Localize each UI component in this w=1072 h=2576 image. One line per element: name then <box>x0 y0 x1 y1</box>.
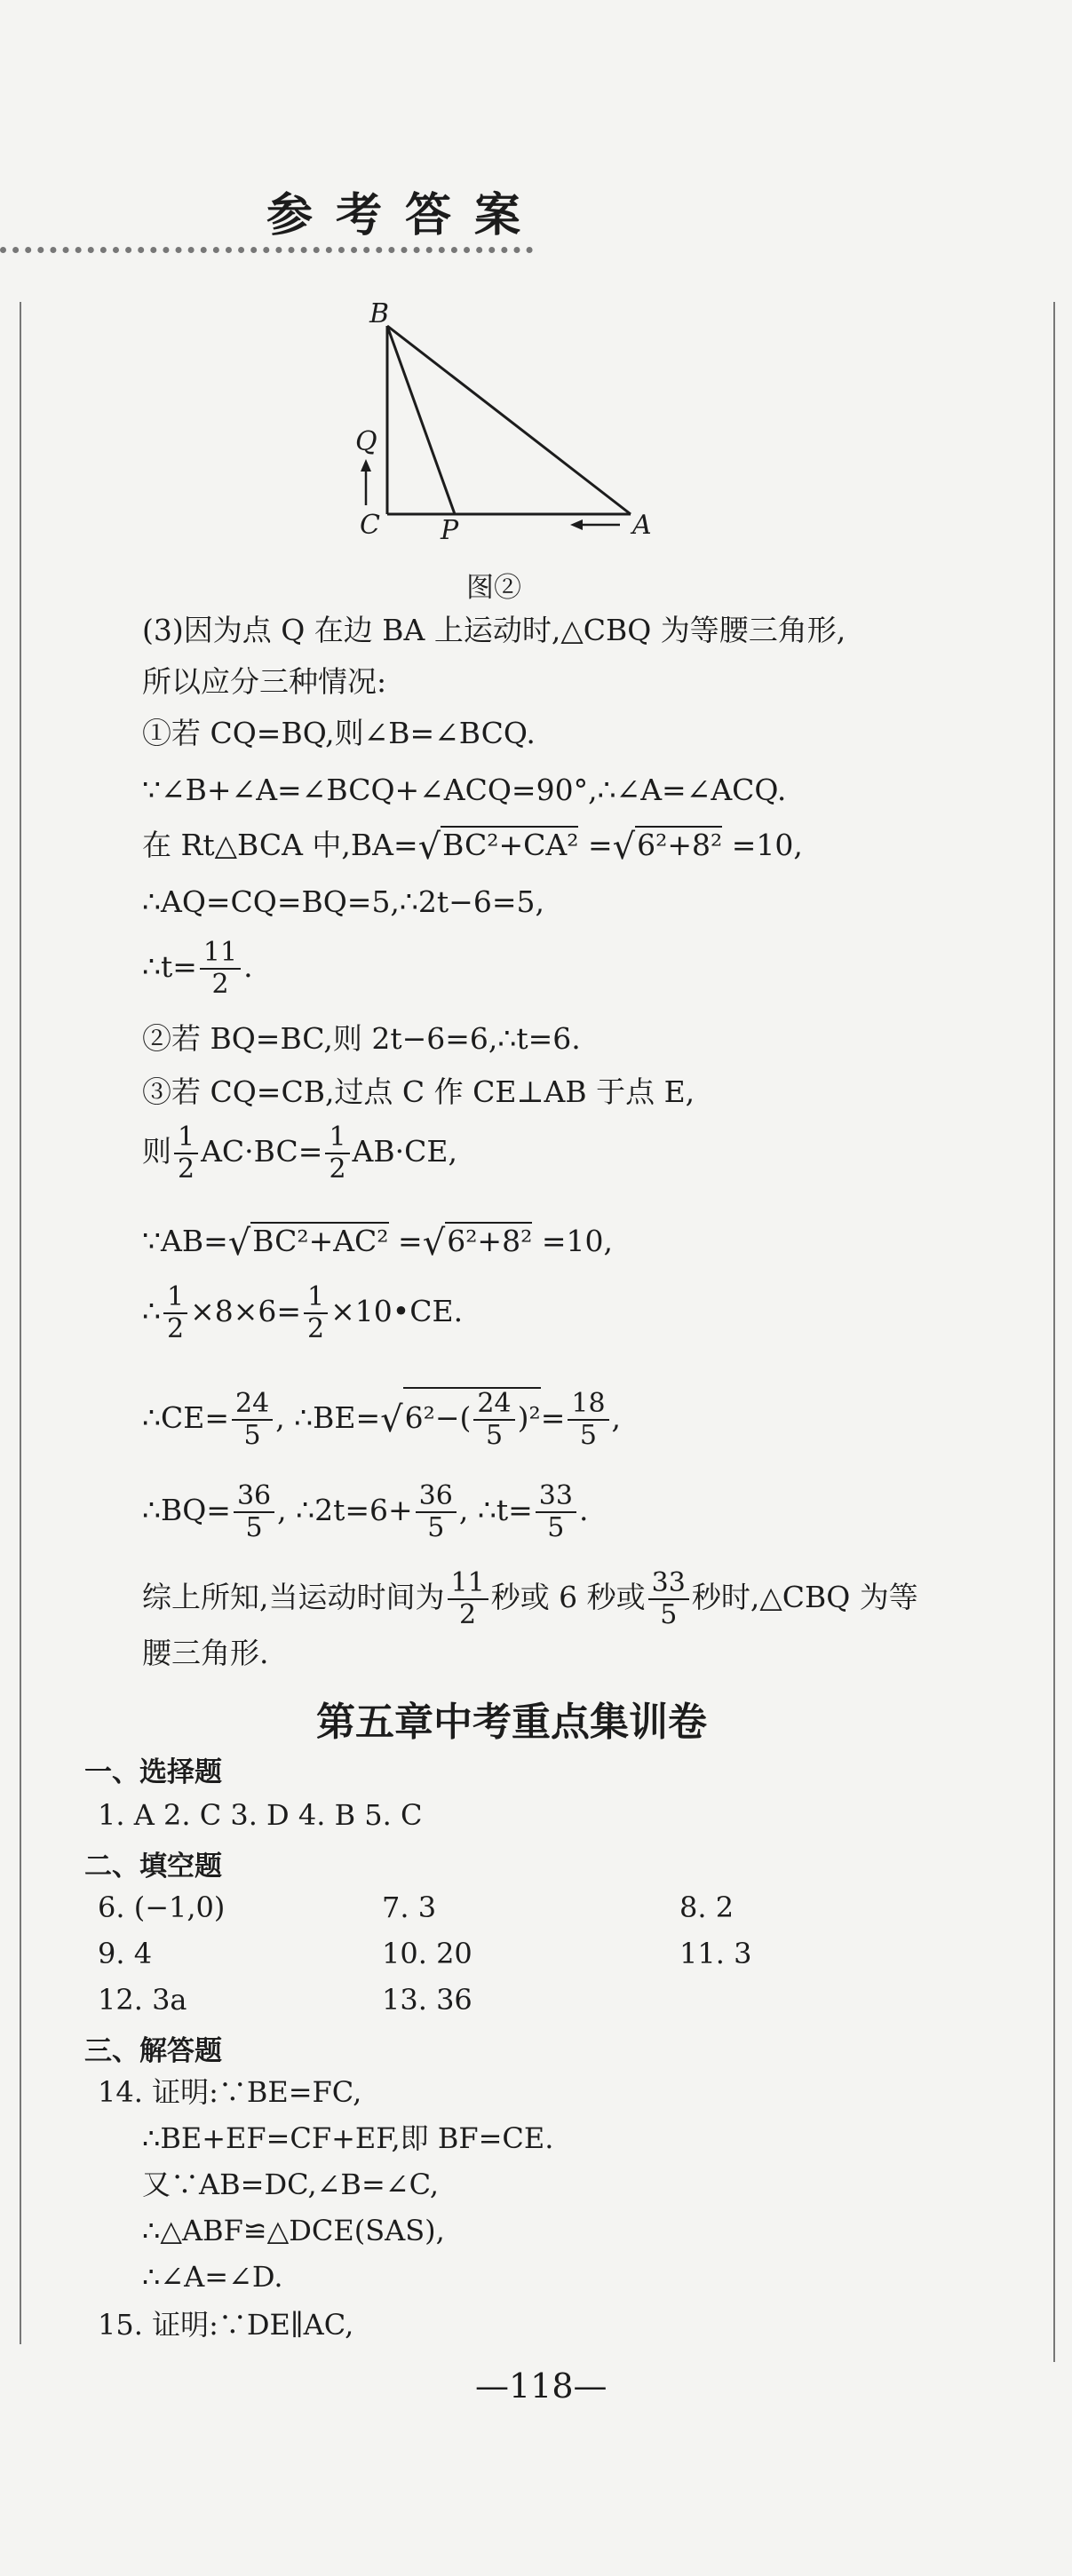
numerator: 1 <box>325 1122 349 1154</box>
fraction <box>174 1122 198 1185</box>
text: 则 <box>142 1134 171 1169</box>
numerator: 33 <box>648 1568 689 1600</box>
numerator: 18 <box>568 1389 608 1421</box>
section-heading: 一、选择题 <box>84 1756 222 1788</box>
sqrt-icon: √ <box>417 827 441 868</box>
right-margin-rule <box>1053 302 1055 2362</box>
text: ×10•CE. <box>330 1294 464 1328</box>
numerator: 33 <box>536 1481 576 1513</box>
fraction <box>448 1568 488 1630</box>
text: ∵AB= <box>142 1224 228 1258</box>
text: 秒时,△CBQ 为等 <box>691 1580 918 1614</box>
numerator: 36 <box>234 1481 274 1513</box>
fraction <box>325 1122 349 1185</box>
segment-ba <box>387 326 631 514</box>
text: ∴BQ= <box>142 1493 231 1527</box>
solution-line <box>142 1122 457 1185</box>
arrowhead-up-icon <box>361 459 371 472</box>
text: 在 Rt△BCA 中,BA= <box>142 828 418 862</box>
radicand: BC²+CA² <box>442 828 579 862</box>
numerator: 11 <box>448 1568 488 1600</box>
text: AB·CE, <box>352 1134 457 1169</box>
text: , ∴t= <box>458 1493 533 1527</box>
fill-answer: 8. 2 <box>679 1890 735 1924</box>
text: , ∴BE= <box>275 1400 381 1435</box>
solution-line <box>142 1387 621 1451</box>
solution-line: ∴AQ=CQ=BQ=5,∴2t−6=5, <box>142 884 544 919</box>
sqrt-icon: √ <box>380 1399 403 1440</box>
solution-line: (3)因为点 Q 在边 BA 上运动时,△CBQ 为等腰三角形, <box>142 613 846 647</box>
proof-line: 14. 证明:∵BE=FC, <box>98 2075 362 2109</box>
page-number: —118— <box>475 2366 607 2406</box>
denominator: 5 <box>243 1420 261 1451</box>
numerator: 24 <box>232 1389 273 1421</box>
denominator: 2 <box>211 969 229 1000</box>
label-p: P <box>441 515 459 546</box>
proof-line: 又∵AB=DC,∠B=∠C, <box>142 2168 440 2201</box>
text: . <box>578 1493 589 1527</box>
text: ∴CE= <box>142 1400 229 1435</box>
proof-line: 15. 证明:∵DE∥AC, <box>98 2308 354 2342</box>
denominator: 5 <box>660 1599 678 1630</box>
section-heading: 二、填空题 <box>84 1851 222 1882</box>
solution-line: 腰三角形. <box>142 1636 269 1670</box>
left-margin-rule <box>20 302 21 2344</box>
solution-line <box>142 1568 918 1630</box>
numerator: 11 <box>200 938 241 970</box>
numerator: 1 <box>163 1282 187 1314</box>
label-q: Q <box>355 426 377 457</box>
proof-line: ∴BE+EF=CF+EF,即 BF=CE. <box>142 2121 554 2155</box>
chapter-title: 第五章中考重点集训卷 <box>316 1700 707 1745</box>
denominator: 2 <box>307 1313 325 1344</box>
radicand: BC²+AC² <box>252 1224 389 1258</box>
fill-answer: 11. 3 <box>679 1937 752 1970</box>
denominator: 2 <box>167 1313 185 1344</box>
radicand <box>403 1387 541 1451</box>
fraction <box>536 1481 576 1543</box>
fraction <box>304 1282 328 1344</box>
text: 综上所知,当运动时间为 <box>142 1580 445 1614</box>
solution-line: 所以应分三种情况: <box>142 664 387 699</box>
solution-line: ③若 CQ=CB,过点 C 作 CE⊥AB 于点 E, <box>142 1074 695 1109</box>
fill-answer: 7. 3 <box>382 1890 437 1924</box>
label-a: A <box>632 510 652 541</box>
arrowhead-left-icon <box>570 519 583 530</box>
solution-line <box>142 1481 588 1543</box>
text: =10, <box>541 1224 613 1258</box>
text: = <box>398 1224 423 1258</box>
fraction <box>416 1481 457 1543</box>
fraction <box>234 1481 274 1543</box>
fill-answer: 10. 20 <box>382 1937 472 1970</box>
text: 6²−( <box>404 1400 472 1435</box>
text: =10, <box>731 828 803 862</box>
fraction <box>163 1282 187 1344</box>
text: = <box>540 1400 566 1435</box>
text: )² <box>517 1400 541 1435</box>
solution-line <box>142 1222 613 1264</box>
fill-answer: 12. 3a <box>98 1983 187 2017</box>
dotted-divider <box>0 247 533 253</box>
solution-line <box>142 938 253 1000</box>
solution-line <box>142 1282 463 1344</box>
denominator: 5 <box>427 1512 445 1543</box>
text: , <box>611 1400 622 1435</box>
denominator: 5 <box>579 1420 597 1451</box>
solution-line: ∵∠B+∠A=∠BCQ+∠ACQ=90°,∴∠A=∠ACQ. <box>142 773 787 807</box>
proof-line: ∴∠A=∠D. <box>142 2260 283 2294</box>
section-heading: 三、解答题 <box>84 2035 222 2067</box>
solution-line: ①若 CQ=BQ,则∠B=∠BCQ. <box>142 716 536 750</box>
numerator: 24 <box>473 1389 514 1421</box>
numerator: 36 <box>416 1481 457 1513</box>
denominator: 2 <box>329 1153 346 1185</box>
solution-line <box>142 826 803 868</box>
fraction <box>568 1389 608 1451</box>
radicand: 6²+8² <box>637 828 723 862</box>
text: ×8×6= <box>190 1294 302 1328</box>
denominator: 5 <box>547 1512 565 1543</box>
segment-bp <box>387 326 455 514</box>
figure-caption: 图② <box>466 572 521 604</box>
fraction <box>473 1389 514 1451</box>
fraction <box>200 938 241 1000</box>
text: , ∴2t=6+ <box>277 1493 413 1527</box>
text: = <box>587 828 613 862</box>
denominator: 2 <box>459 1599 477 1630</box>
label-c: C <box>360 510 380 541</box>
text: 秒或 6 秒或 <box>490 1580 646 1614</box>
numerator: 1 <box>174 1122 198 1154</box>
fill-answer: 13. 36 <box>382 1983 472 2017</box>
label-b: B <box>369 298 390 329</box>
mc-answers: 1. A 2. C 3. D 4. B 5. C <box>98 1798 423 1832</box>
page-title: 参考答案 <box>266 189 544 242</box>
solution-line: ②若 BQ=BC,则 2t−6=6,∴t=6. <box>142 1021 581 1056</box>
denominator: 2 <box>178 1153 195 1185</box>
text: AC·BC= <box>201 1134 323 1169</box>
fill-answer: 6. (−1,0) <box>98 1890 226 1924</box>
sqrt-icon: √ <box>422 1223 446 1264</box>
denominator: 5 <box>485 1420 504 1451</box>
numerator: 1 <box>304 1282 328 1314</box>
fraction <box>648 1568 689 1630</box>
text: ∴t= <box>142 949 197 984</box>
triangle-figure <box>337 297 657 564</box>
sqrt-icon: √ <box>612 827 636 868</box>
radicand: 6²+8² <box>447 1224 533 1258</box>
proof-line: ∴△ABF≌△DCE(SAS), <box>142 2214 445 2247</box>
text: . <box>243 949 253 984</box>
fraction <box>232 1389 273 1451</box>
fill-answer: 9. 4 <box>98 1937 153 1970</box>
text: ∴ <box>142 1294 161 1328</box>
sqrt-icon: √ <box>227 1223 251 1264</box>
denominator: 5 <box>245 1512 263 1543</box>
